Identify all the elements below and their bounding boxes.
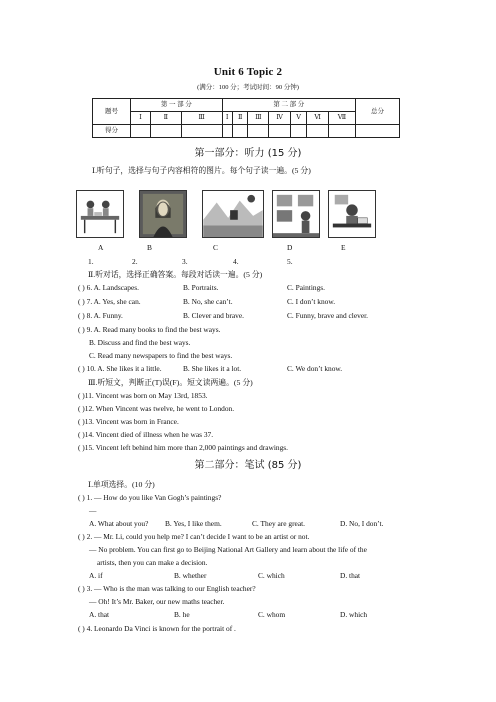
roman-col: Ⅱ: [151, 112, 181, 125]
picture-label-c: C: [213, 243, 218, 252]
question-14: ( )14. Vincent died of illness when he was 37.: [78, 430, 214, 439]
page-subtitle: (满分：100 分；考试时间：90 分钟): [197, 84, 299, 91]
w2-option-d: D. that: [340, 571, 361, 580]
score-cell[interactable]: [328, 125, 355, 138]
w3-option-b: B. he: [174, 610, 190, 619]
score-cell[interactable]: [248, 125, 269, 138]
picture-label-a: A: [98, 243, 104, 252]
question-15: ( )15. Vincent left behind him more than 2,000 paintings and drawings.: [78, 443, 289, 452]
roman-col: Ⅶ: [328, 112, 355, 125]
w1-option-b: B. Yes, I like them.: [165, 519, 222, 528]
written-question-1: ( ) 1. — How do you like Van Gogh’s paintings?: [78, 493, 222, 502]
part1-heading: 第一部分：听力 (15 分): [194, 148, 302, 159]
roman-col: Ⅱ: [232, 112, 248, 125]
w3-option-d: D. which: [340, 610, 368, 619]
w3-option-c: C. whom: [258, 610, 286, 619]
page-title: Unit 6 Topic 2: [213, 66, 283, 78]
score-cell[interactable]: [232, 125, 248, 138]
section1-instruction: Ⅰ.听句子，选择与句子内容相符的图片。每个句子读一遍。(5 分): [92, 166, 311, 175]
w1-option-d: D. No, I don’t.: [340, 519, 384, 528]
score-cell[interactable]: [222, 125, 232, 138]
question-8-c: C. Funny, brave and clever.: [287, 311, 368, 320]
roman-col: Ⅰ: [222, 112, 232, 125]
roman-col: Ⅲ: [181, 112, 222, 125]
picture-label-e: E: [341, 243, 346, 252]
question-9-c: C. Read many newspapers to find the best ways.: [89, 351, 233, 360]
roman-col: Ⅲ: [248, 112, 269, 125]
roman-col: Ⅰ: [131, 112, 151, 125]
score-cell[interactable]: [131, 125, 151, 138]
picture-a-illustration: [76, 190, 124, 238]
part2-heading: 第二部分：笔试 (85 分): [194, 460, 302, 471]
score-cell[interactable]: [181, 125, 222, 138]
question-10-b: B. She likes it a lot.: [183, 364, 242, 373]
question-9-b: B. Discuss and find the best ways.: [89, 338, 191, 347]
score-cell[interactable]: [356, 125, 400, 138]
w1-option-a: A. What about you?: [89, 519, 149, 528]
roman-col: Ⅵ: [307, 112, 329, 125]
score-table: [92, 98, 400, 138]
question-11: ( )11. Vincent was born on May 13rd, 1853.: [78, 391, 208, 400]
picture-c-illustration: [202, 190, 264, 238]
picture-label-d: D: [287, 243, 293, 252]
score-cell[interactable]: [307, 125, 329, 138]
roman-col: Ⅴ: [290, 112, 306, 125]
w2-option-c: C. which: [258, 571, 285, 580]
section2-instruction: Ⅱ.听对话，选择正确答案。每段对话读一遍。(5 分): [88, 270, 263, 279]
w2-option-b: B. whether: [174, 571, 207, 580]
written-question-3-reply: — Oh! It’s Mr. Baker, our new maths teacher.: [89, 597, 225, 606]
answer-number-3: 3.: [182, 257, 188, 266]
section4-instruction: Ⅰ.单项选择。(10 分): [88, 480, 155, 489]
w3-option-a: A. that: [89, 610, 110, 619]
answer-number-1: 1.: [88, 257, 94, 266]
question-6: ( ) 6. A. Landscapes.: [78, 283, 139, 292]
question-6-b: B. Portraits.: [183, 283, 219, 292]
section3-instruction: Ⅲ.听短文，判断正(T)误(F)。短文读两遍。(5 分): [88, 378, 253, 387]
question-8: ( ) 8. A. Funny.: [78, 311, 123, 320]
w1-option-c: C. They are great.: [252, 519, 306, 528]
question-13: ( )13. Vincent was born in France.: [78, 417, 179, 426]
written-question-2-reply: — No problem. You can first go to Beijing National Art Gallery and learn about the life of the: [89, 545, 367, 554]
picture-b-illustration: [139, 190, 187, 238]
written-question-4: ( ) 4. Leonardo Da Vinci is known for the portrait of .: [78, 624, 236, 633]
question-6-c: C. Paintings.: [287, 283, 325, 292]
score-cell[interactable]: [269, 125, 291, 138]
score-table-total: 总分: [356, 99, 400, 125]
written-question-2: ( ) 2. — Mr. Li, could you help me? I can’t decide I want to be an artist or not.: [78, 532, 310, 541]
written-question-2-reply-cont: artists, then you can make a decision.: [97, 558, 208, 567]
question-8-b: B. Clever and brave.: [183, 311, 244, 320]
question-9: ( ) 9. A. Read many books to find the best ways.: [78, 325, 221, 334]
roman-col: Ⅳ: [269, 112, 291, 125]
written-question-3: ( ) 3. — Who is the man was talking to our English teacher?: [78, 584, 256, 593]
question-10-c: C. We don’t know.: [287, 364, 343, 373]
answer-number-4: 4.: [233, 257, 239, 266]
score-table-part2: 第 二 部 分: [222, 99, 355, 112]
answer-number-2: 2.: [132, 257, 138, 266]
question-10: ( ) 10. A. She likes it a little.: [78, 364, 162, 373]
question-7-c: C. I don’t know.: [287, 297, 336, 306]
question-7: ( ) 7. A. Yes, she can.: [78, 297, 141, 306]
question-12: ( )12. When Vincent was twelve, he went to London.: [78, 404, 235, 413]
written-question-1-reply: —: [89, 506, 97, 515]
score-cell[interactable]: [151, 125, 181, 138]
score-table-part1: 第 一 部 分: [131, 99, 223, 112]
w2-option-a: A. if: [89, 571, 103, 580]
picture-e-illustration: [328, 190, 376, 238]
question-7-b: B. No, she can’t.: [183, 297, 233, 306]
score-cell[interactable]: [290, 125, 306, 138]
picture-d-illustration: [272, 190, 320, 238]
answer-number-5: 5.: [287, 257, 293, 266]
score-row-label: 得分: [93, 125, 131, 138]
score-table-header: 题号: [93, 99, 131, 125]
picture-row: [76, 190, 376, 238]
picture-label-b: B: [147, 243, 152, 252]
